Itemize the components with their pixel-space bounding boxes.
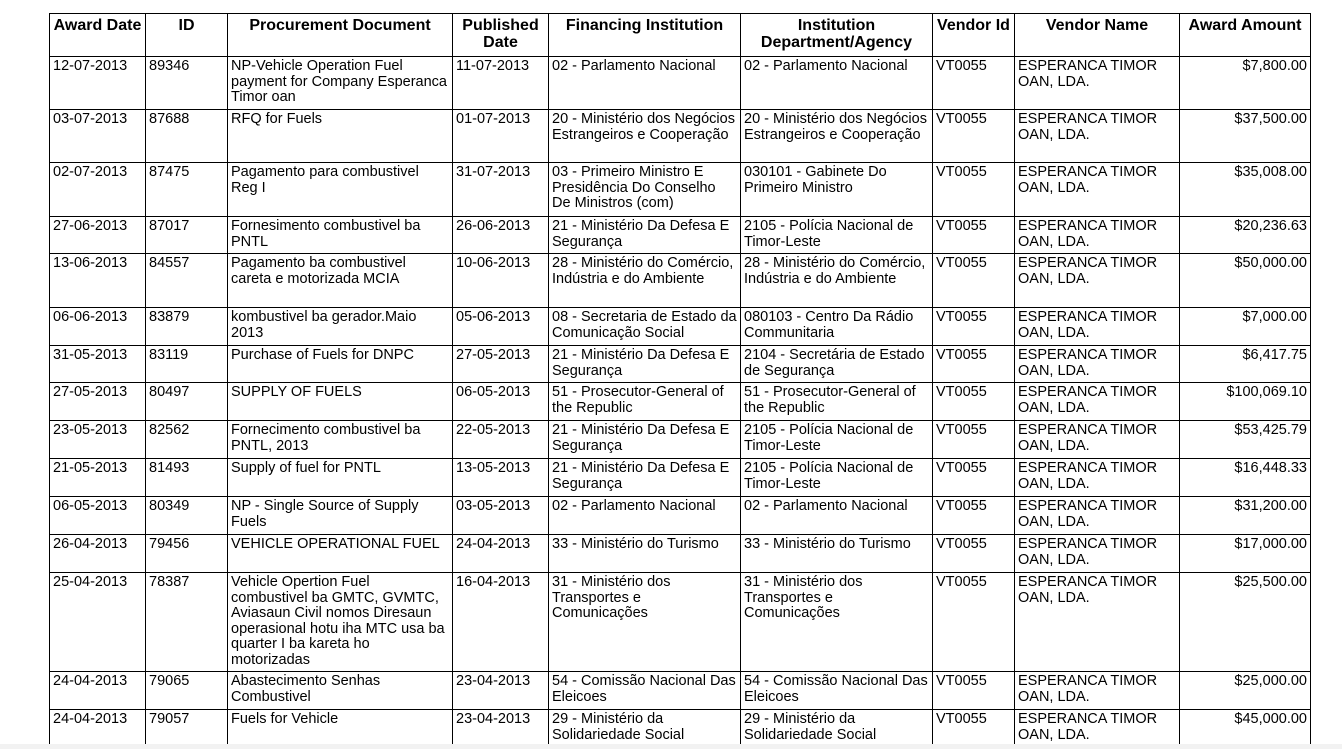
award-amount-cell: $31,200.00 (1180, 497, 1311, 535)
published-date-cell: 31-07-2013 (453, 163, 549, 217)
id-cell: 89346 (146, 57, 228, 110)
vendor-name-cell: ESPERANCA TIMOR OAN, LDA. (1015, 308, 1180, 346)
award-date-cell: 06-06-2013 (50, 308, 146, 346)
vendor-id-cell: VT0055 (933, 254, 1015, 308)
id-cell: 87017 (146, 217, 228, 254)
procurement-document-cell: kombustivel ba gerador.Maio 2013 (228, 308, 453, 346)
financing-institution-cell: 08 - Secretaria de Estado da Comunicação Social (549, 308, 741, 346)
award-date-cell: 23-05-2013 (50, 421, 146, 459)
published-date-cell: 23-04-2013 (453, 710, 549, 748)
institution-department-cell: 28 - Ministério do Comércio, Indústria e do Ambiente (741, 254, 933, 308)
vendor-id-cell: VT0055 (933, 497, 1015, 535)
table-header (50, 14, 1311, 57)
award-amount-cell: $50,000.00 (1180, 254, 1311, 308)
procurement-document-cell: Vehicle Opertion Fuel combustivel ba GMTC, GVMTC, Aviasaun Civil nomos Diresaun operasional hotu iha MTC usa ba quarter I ba kareta ho motorizadas (228, 573, 453, 672)
id-cell: 82562 (146, 421, 228, 459)
procurement-document-cell: RFQ for Fuels (228, 110, 453, 163)
id-cell: 78387 (146, 573, 228, 672)
institution-department-cell: 080103 - Centro Da Rádio Communitaria (741, 308, 933, 346)
header-award-amount: Award Amount (1180, 14, 1311, 57)
published-date-cell: 26-06-2013 (453, 217, 549, 254)
award-date-cell: 03-07-2013 (50, 110, 146, 163)
vendor-id-cell: VT0055 (933, 110, 1015, 163)
award-amount-cell: $7,800.00 (1180, 57, 1311, 110)
award-date-cell: 02-07-2013 (50, 163, 146, 217)
vendor-name-cell: ESPERANCA TIMOR OAN, LDA. (1015, 535, 1180, 573)
vendor-id-cell: VT0055 (933, 346, 1015, 383)
institution-department-cell: 2105 - Polícia Nacional de Timor-Leste (741, 459, 933, 497)
table-row (50, 254, 1311, 308)
table-body (50, 57, 1311, 748)
header-published-date: Published Date (453, 14, 549, 57)
vendor-id-cell: VT0055 (933, 573, 1015, 672)
vendor-name-cell: ESPERANCA TIMOR OAN, LDA. (1015, 346, 1180, 383)
header-vendor-name: Vendor Name (1015, 14, 1180, 57)
financing-institution-cell: 02 - Parlamento Nacional (549, 497, 741, 535)
award-amount-cell: $37,500.00 (1180, 110, 1311, 163)
header-row (50, 14, 1311, 57)
vendor-name-cell: ESPERANCA TIMOR OAN, LDA. (1015, 710, 1180, 748)
award-amount-cell: $7,000.00 (1180, 308, 1311, 346)
table-row (50, 710, 1311, 748)
award-date-cell: 24-04-2013 (50, 710, 146, 748)
financing-institution-cell: 21 - Ministério Da Defesa E Segurança (549, 459, 741, 497)
vendor-id-cell: VT0055 (933, 308, 1015, 346)
award-date-cell: 25-04-2013 (50, 573, 146, 672)
published-date-cell: 27-05-2013 (453, 346, 549, 383)
table-row (50, 217, 1311, 254)
financing-institution-cell: 51 - Prosecutor-General of the Republic (549, 383, 741, 421)
id-cell: 87688 (146, 110, 228, 163)
header-award-date: Award Date (50, 14, 146, 57)
table-row (50, 535, 1311, 573)
table-row (50, 57, 1311, 110)
id-cell: 84557 (146, 254, 228, 308)
institution-department-cell: 29 - Ministério da Solidariedade Social (741, 710, 933, 748)
header-procurement-document: Procurement Document (228, 14, 453, 57)
vendor-name-cell: ESPERANCA TIMOR OAN, LDA. (1015, 110, 1180, 163)
vendor-name-cell: ESPERANCA TIMOR OAN, LDA. (1015, 57, 1180, 110)
id-cell: 83879 (146, 308, 228, 346)
award-date-cell: 26-04-2013 (50, 535, 146, 573)
table-row (50, 672, 1311, 710)
published-date-cell: 13-05-2013 (453, 459, 549, 497)
procurement-document-cell: Supply of fuel for PNTL (228, 459, 453, 497)
procurement-document-cell: SUPPLY OF FUELS (228, 383, 453, 421)
header-institution-department: Institution Department/Agency (741, 14, 933, 57)
vendor-id-cell: VT0055 (933, 710, 1015, 748)
table-row (50, 383, 1311, 421)
table-row (50, 459, 1311, 497)
published-date-cell: 16-04-2013 (453, 573, 549, 672)
published-date-cell: 24-04-2013 (453, 535, 549, 573)
award-date-cell: 13-06-2013 (50, 254, 146, 308)
financing-institution-cell: 29 - Ministério da Solidariedade Social (549, 710, 741, 748)
table-row (50, 163, 1311, 217)
published-date-cell: 05-06-2013 (453, 308, 549, 346)
page-bottom-edge (0, 744, 1342, 749)
vendor-name-cell: ESPERANCA TIMOR OAN, LDA. (1015, 383, 1180, 421)
award-amount-cell: $17,000.00 (1180, 535, 1311, 573)
award-amount-cell: $35,008.00 (1180, 163, 1311, 217)
header-financing-institution: Financing Institution (549, 14, 741, 57)
published-date-cell: 11-07-2013 (453, 57, 549, 110)
financing-institution-cell: 33 - Ministério do Turismo (549, 535, 741, 573)
published-date-cell: 23-04-2013 (453, 672, 549, 710)
vendor-id-cell: VT0055 (933, 57, 1015, 110)
vendor-name-cell: ESPERANCA TIMOR OAN, LDA. (1015, 497, 1180, 535)
institution-department-cell: 54 - Comissão Nacional Das Eleicoes (741, 672, 933, 710)
id-cell: 79057 (146, 710, 228, 748)
vendor-id-cell: VT0055 (933, 421, 1015, 459)
procurement-document-cell: NP-Vehicle Operation Fuel payment for Company Esperanca Timor oan (228, 57, 453, 110)
procurement-document-cell: Purchase of Fuels for DNPC (228, 346, 453, 383)
id-cell: 79456 (146, 535, 228, 573)
financing-institution-cell: 20 - Ministério dos Negócios Estrangeiros e Cooperação (549, 110, 741, 163)
award-amount-cell: $53,425.79 (1180, 421, 1311, 459)
table-row (50, 421, 1311, 459)
table-row (50, 110, 1311, 163)
award-date-cell: 12-07-2013 (50, 57, 146, 110)
id-cell: 81493 (146, 459, 228, 497)
published-date-cell: 03-05-2013 (453, 497, 549, 535)
vendor-name-cell: ESPERANCA TIMOR OAN, LDA. (1015, 163, 1180, 217)
award-date-cell: 06-05-2013 (50, 497, 146, 535)
institution-department-cell: 2104 - Secretária de Estado de Segurança (741, 346, 933, 383)
published-date-cell: 01-07-2013 (453, 110, 549, 163)
institution-department-cell: 31 - Ministério dos Transportes e Comunicações (741, 573, 933, 672)
vendor-id-cell: VT0055 (933, 163, 1015, 217)
vendor-name-cell: ESPERANCA TIMOR OAN, LDA. (1015, 672, 1180, 710)
institution-department-cell: 02 - Parlamento Nacional (741, 497, 933, 535)
procurement-document-cell: VEHICLE OPERATIONAL FUEL (228, 535, 453, 573)
table-row (50, 573, 1311, 672)
vendor-id-cell: VT0055 (933, 459, 1015, 497)
financing-institution-cell: 21 - Ministério Da Defesa E Segurança (549, 346, 741, 383)
id-cell: 87475 (146, 163, 228, 217)
award-amount-cell: $45,000.00 (1180, 710, 1311, 748)
institution-department-cell: 030101 - Gabinete Do Primeiro Ministro (741, 163, 933, 217)
vendor-id-cell: VT0055 (933, 535, 1015, 573)
vendor-name-cell: ESPERANCA TIMOR OAN, LDA. (1015, 459, 1180, 497)
procurement-document-cell: Fornecimento combustivel ba PNTL, 2013 (228, 421, 453, 459)
institution-department-cell: 51 - Prosecutor-General of the Republic (741, 383, 933, 421)
financing-institution-cell: 02 - Parlamento Nacional (549, 57, 741, 110)
vendor-id-cell: VT0055 (933, 217, 1015, 254)
institution-department-cell: 2105 - Polícia Nacional de Timor-Leste (741, 421, 933, 459)
award-amount-cell: $100,069.10 (1180, 383, 1311, 421)
procurement-document-cell: Fornesimento combustivel ba PNTL (228, 217, 453, 254)
id-cell: 79065 (146, 672, 228, 710)
vendor-name-cell: ESPERANCA TIMOR OAN, LDA. (1015, 254, 1180, 308)
award-amount-cell: $25,500.00 (1180, 573, 1311, 672)
institution-department-cell: 2105 - Polícia Nacional de Timor-Leste (741, 217, 933, 254)
institution-department-cell: 02 - Parlamento Nacional (741, 57, 933, 110)
procurement-document-cell: Pagamento ba combustivel careta e motorizada MCIA (228, 254, 453, 308)
financing-institution-cell: 21 - Ministério Da Defesa E Segurança (549, 217, 741, 254)
award-date-cell: 27-05-2013 (50, 383, 146, 421)
financing-institution-cell: 21 - Ministério Da Defesa E Segurança (549, 421, 741, 459)
award-date-cell: 21-05-2013 (50, 459, 146, 497)
award-date-cell: 27-06-2013 (50, 217, 146, 254)
financing-institution-cell: 28 - Ministério do Comércio, Indústria e do Ambiente (549, 254, 741, 308)
header-id: ID (146, 14, 228, 57)
vendor-id-cell: VT0055 (933, 383, 1015, 421)
vendor-id-cell: VT0055 (933, 672, 1015, 710)
award-amount-cell: $25,000.00 (1180, 672, 1311, 710)
vendor-name-cell: ESPERANCA TIMOR OAN, LDA. (1015, 421, 1180, 459)
procurement-awards-table (49, 13, 1311, 748)
id-cell: 83119 (146, 346, 228, 383)
table-row (50, 497, 1311, 535)
published-date-cell: 06-05-2013 (453, 383, 549, 421)
published-date-cell: 10-06-2013 (453, 254, 549, 308)
procurement-document-cell: NP - Single Source of Supply Fuels (228, 497, 453, 535)
header-vendor-id: Vendor Id (933, 14, 1015, 57)
award-date-cell: 24-04-2013 (50, 672, 146, 710)
id-cell: 80497 (146, 383, 228, 421)
institution-department-cell: 33 - Ministério do Turismo (741, 535, 933, 573)
award-amount-cell: $16,448.33 (1180, 459, 1311, 497)
award-amount-cell: $20,236.63 (1180, 217, 1311, 254)
procurement-document-cell: Abastecimento Senhas Combustivel (228, 672, 453, 710)
institution-department-cell: 20 - Ministério dos Negócios Estrangeiros e Cooperação (741, 110, 933, 163)
financing-institution-cell: 54 - Comissão Nacional Das Eleicoes (549, 672, 741, 710)
id-cell: 80349 (146, 497, 228, 535)
vendor-name-cell: ESPERANCA TIMOR OAN, LDA. (1015, 573, 1180, 672)
financing-institution-cell: 31 - Ministério dos Transportes e Comunicações (549, 573, 741, 672)
procurement-document-cell: Fuels for Vehicle (228, 710, 453, 748)
table-row (50, 308, 1311, 346)
award-amount-cell: $6,417.75 (1180, 346, 1311, 383)
published-date-cell: 22-05-2013 (453, 421, 549, 459)
vendor-name-cell: ESPERANCA TIMOR OAN, LDA. (1015, 217, 1180, 254)
table-row (50, 346, 1311, 383)
procurement-document-cell: Pagamento para combustivel Reg I (228, 163, 453, 217)
award-date-cell: 31-05-2013 (50, 346, 146, 383)
financing-institution-cell: 03 - Primeiro Ministro E Presidência Do Conselho De Ministros (com) (549, 163, 741, 217)
